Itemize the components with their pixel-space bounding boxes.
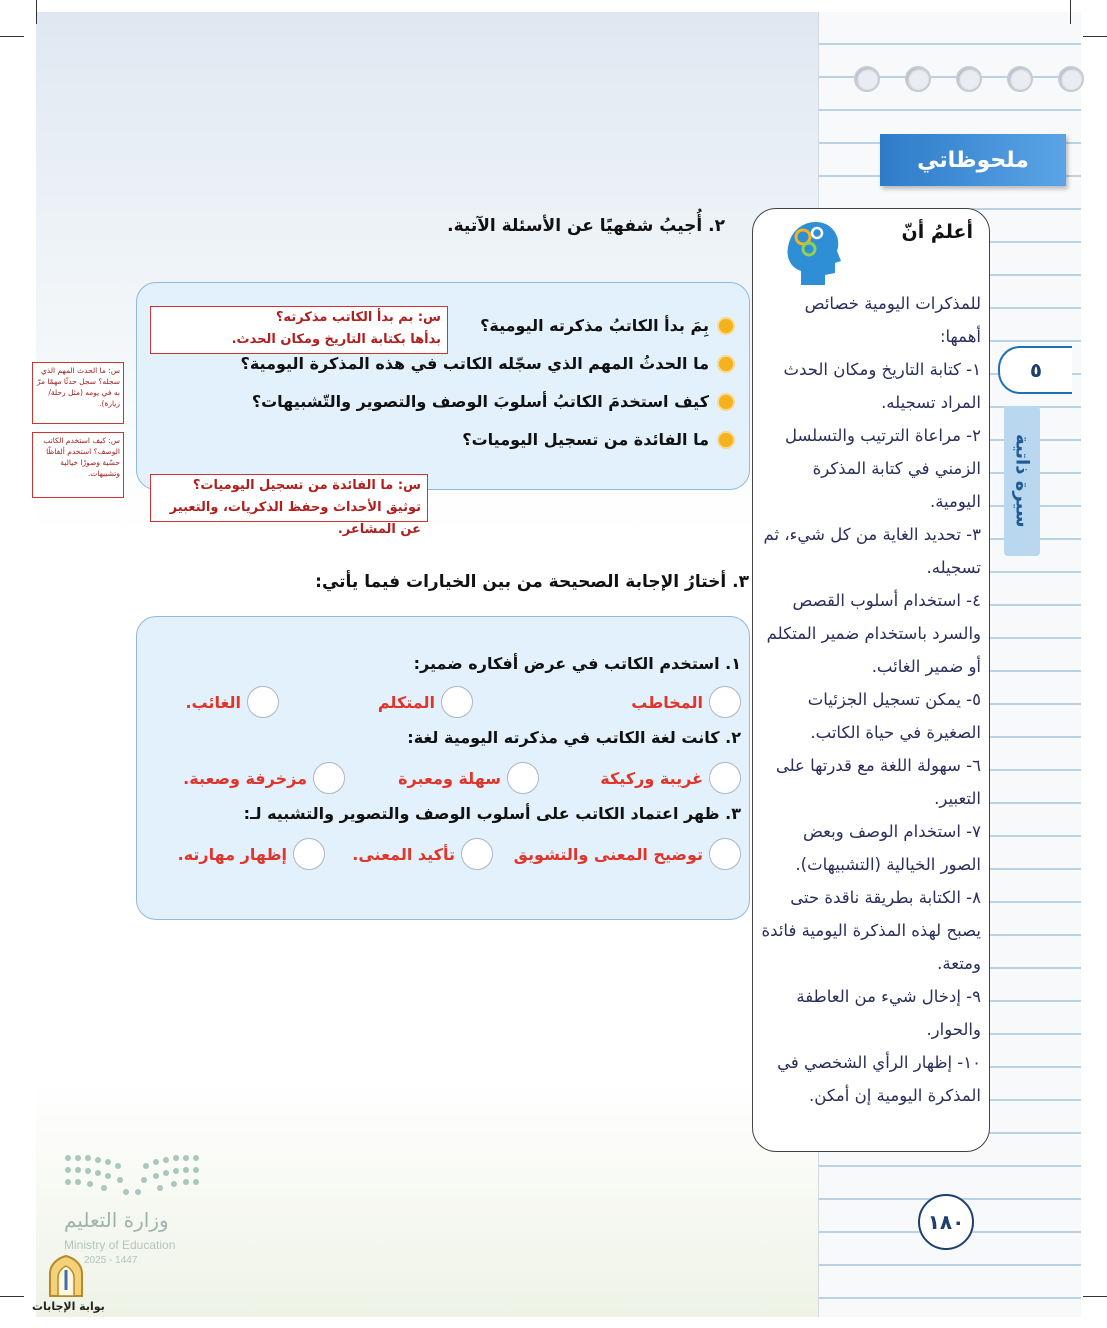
margin-note: س: كيف استخدم الكاتب الوصف؟ استخدم ألفاظًا حسّية وصورًا خيالية وتشبيهات.: [32, 432, 124, 498]
oral-question: كيف استخدمَ الكاتبُ أسلوبَ الوصف والتصوير والتّشبيهات؟: [252, 392, 735, 411]
mc-question: ١. استخدم الكاتب في عرض أفكاره ضمير:: [413, 654, 741, 673]
bullet-icon: [717, 317, 735, 335]
mc-question: ٣. ظهر اعتماد الكاتب على أسلوب الوصف والتصوير والتشبيه لـ:: [243, 804, 741, 823]
know-title: أعلمُ أنّ: [901, 221, 973, 243]
know-card: [752, 208, 990, 1152]
list-item: ٥- يمكن تسجيل الجزئيات الصغيرة في حياة الكاتب.: [807, 690, 981, 742]
crop-mark: [1070, 0, 1071, 24]
margin-note: س: ما الحدث المهم الذي سجله؟ سجل حدثًا مهمًا مرّ به في يومه (مثل رحلة/زيارة).: [32, 362, 124, 424]
head-gears-icon: [779, 215, 843, 289]
radio-button[interactable]: [507, 762, 539, 794]
radio-button[interactable]: [709, 686, 741, 718]
mc-option[interactable]: تأكيد المعنى.: [352, 838, 493, 870]
spiral-hole: [1007, 66, 1033, 92]
know-list: [761, 287, 981, 1112]
list-item: للمذكرات اليومية خصائص أهمها:: [804, 294, 981, 346]
list-item: ٤- استخدام أسلوب القصص والسرد باستخدام ضمير المتكلم أو ضمير الغائب.: [766, 591, 981, 676]
bullet-icon: [717, 393, 735, 411]
oral-question: ما الفائدة من تسجيل اليوميات؟: [462, 430, 735, 449]
crop-mark: [1083, 36, 1107, 37]
ministry-name-arabic: وزارة التعليم: [64, 1208, 169, 1232]
unit-tab: سيرة ذاتية: [1004, 406, 1040, 556]
mc-option[interactable]: توضيح المعنى والتشويق: [514, 838, 741, 870]
oral-question: بِمَ بدأ الكاتبُ مذكرته اليومية؟: [480, 316, 735, 335]
portal-logo-icon: [44, 1254, 88, 1298]
mc-option[interactable]: سهلة ومعبرة: [398, 762, 539, 794]
notes-banner: ملحوظاتي: [880, 134, 1066, 186]
radio-button[interactable]: [293, 838, 325, 870]
mc-option[interactable]: مزخرفة وصعبة.: [183, 762, 345, 794]
mc-option[interactable]: الغائب.: [185, 686, 279, 718]
radio-button[interactable]: [709, 838, 741, 870]
radio-button[interactable]: [313, 762, 345, 794]
list-item: ٨- الكتابة بطريقة ناقدة حتى يصبح لهذه المذكرة اليومية فائدة ومتعة.: [761, 888, 981, 973]
portal-name: بوابة الإجابات: [32, 1300, 105, 1313]
list-item: ١٠- إظهار الرأي الشخصي في المذكرة اليومية إن أمكن.: [777, 1053, 981, 1105]
radio-button[interactable]: [247, 686, 279, 718]
mc-question: ٢. كانت لغة الكاتب في مذكرته اليومية لغة:: [407, 728, 741, 747]
crop-mark: [0, 1296, 24, 1297]
crop-mark: [0, 36, 24, 37]
radio-button[interactable]: [709, 762, 741, 794]
ministry-logo-icon: [64, 1152, 200, 1198]
q3-heading: ٣. أختارُ الإجابة الصحيحة من بين الخيارات فيما يأتي:: [315, 572, 749, 592]
mc-option[interactable]: إظهار مهارته.: [178, 838, 325, 870]
ministry-name-english: Ministry of Education: [64, 1238, 176, 1252]
page-number: ١٨٠: [918, 1194, 974, 1250]
mc-option[interactable]: المخاطب: [631, 686, 741, 718]
spiral-hole: [905, 66, 931, 92]
ministry-years: 2025 - 1447: [84, 1255, 138, 1266]
spiral-hole: [1058, 66, 1084, 92]
list-item: ٧- استخدام الوصف وبعض الصور الخيالية (التشبيهات).: [795, 822, 981, 874]
list-item: ٢- مراعاة الترتيب والتسلسل الزمني في كتابة المذكرة اليومية.: [784, 426, 981, 511]
list-item: ٩- إدخال شيء من العاطفة والحوار.: [796, 987, 981, 1039]
list-item: ٣- تحديد الغاية من كل شيء، ثم تسجيله.: [763, 525, 981, 577]
radio-button[interactable]: [441, 686, 473, 718]
spiral-hole: [956, 66, 982, 92]
bullet-icon: [717, 431, 735, 449]
q2-heading: ٢. أُجيبُ شفهيًا عن الأسئلة الآتية.: [447, 216, 725, 236]
answer-note: س: بم بدأ الكاتب مذكرته؟ بدأها بكتابة التاريخ ومكان الحدث.: [150, 306, 448, 354]
oral-question: ما الحدثُ المهم الذي سجّله الكاتب في هذه المذكرة اليومية؟: [241, 354, 735, 373]
mc-option[interactable]: غريبة وركيكة: [600, 762, 741, 794]
radio-button[interactable]: [461, 838, 493, 870]
answer-note: س: ما الفائدة من تسجيل اليوميات؟ توثيق الأحداث وحفظ الذكريات، والتعبير عن المشاعر.: [150, 474, 428, 522]
mc-option[interactable]: المتكلم: [378, 686, 473, 718]
bullet-icon: [717, 355, 735, 373]
spiral-hole: [854, 66, 880, 92]
list-item: ١- كتابة التاريخ ومكان الحدث المراد تسجيله.: [783, 360, 981, 412]
unit-number: ٥: [998, 346, 1072, 394]
crop-mark: [1083, 1296, 1107, 1297]
list-item: ٦- سهولة اللغة مع قدرتها على التعبير.: [775, 756, 981, 808]
crop-mark: [36, 0, 37, 24]
